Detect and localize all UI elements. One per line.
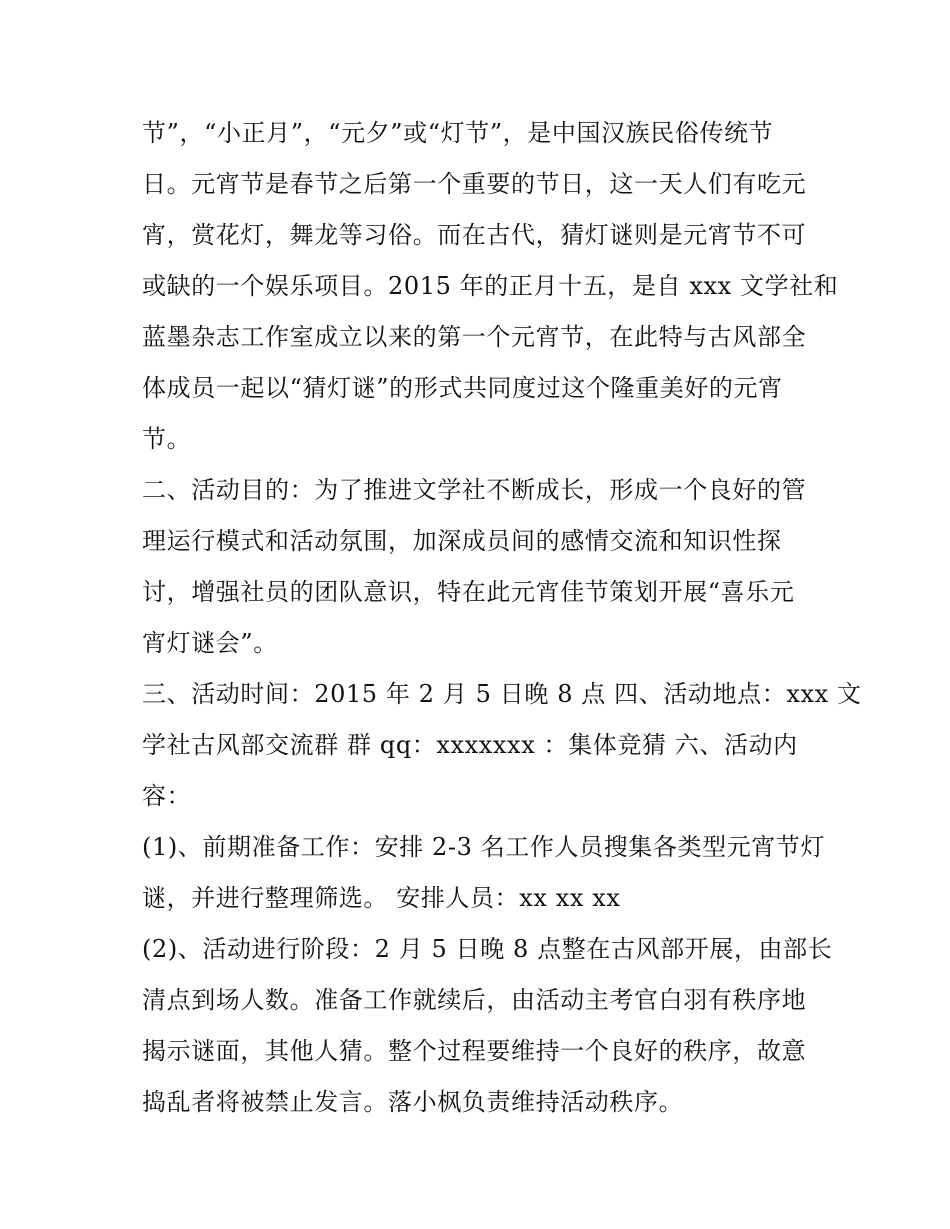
text-line: 清点到场人数。准备工作就续后，由活动主考官白羽有秩序地 bbox=[142, 986, 807, 1014]
text-line: 体成员一起以“猜灯谜”的形式共同度过这个隆重美好的元宵 bbox=[142, 374, 783, 402]
text-line: 谜，并进行整理筛选。 安排人员：xx xx xx bbox=[142, 884, 621, 912]
text-line: 容： bbox=[142, 782, 192, 810]
section-heading-line: 二、活动目的：为了推进文学社不断成长，形成一个良好的管 bbox=[142, 476, 807, 504]
text-line: 节”，“小正月”，“元夕”或“灯节”，是中国汉族民俗传统节 bbox=[142, 119, 774, 147]
list-item-line: (2)、活动进行阶段：2 月 5 日晚 8 点整在古风部开展，由部长 bbox=[142, 935, 833, 963]
text-line: 节。 bbox=[142, 425, 192, 453]
text-line: 揭示谜面，其他人猜。整个过程要维持一个良好的秩序，故意 bbox=[142, 1037, 807, 1065]
text-line: 理运行模式和活动氛围，加深成员间的感情交流和知识性探 bbox=[142, 527, 782, 555]
text-line: 或缺的一个娱乐项目。2015 年的正月十五，是自 xxx 文学社和 bbox=[142, 272, 839, 300]
document-body bbox=[142, 108, 862, 1128]
text-line: 蓝墨杂志工作室成立以来的第一个元宵节，在此特与古风部全 bbox=[142, 323, 807, 351]
text-line: 宵，赏花灯，舞龙等习俗。而在古代，猜灯谜则是元宵节不可 bbox=[142, 221, 807, 249]
list-item-line: (1)、前期准备工作：安排 2-3 名工作人员搜集各类型元宵节灯 bbox=[142, 833, 826, 861]
text-line: 讨，增强社员的团队意识，特在此元宵佳节策划开展“喜乐元 bbox=[142, 578, 795, 606]
text-line: 捣乱者将被禁止发言。落小枫负责维持活动秩序。 bbox=[142, 1088, 684, 1116]
text-line: 学社古风部交流群 群 qq：xxxxxxx ：集体竞猜 六、活动内 bbox=[142, 731, 798, 759]
text-line: 宵灯谜会”。 bbox=[142, 629, 278, 657]
section-heading-line: 三、活动时间：2015 年 2 月 5 日晚 8 点 四、活动地点：xxx 文 bbox=[142, 680, 862, 708]
text-line: 日。元宵节是春节之后第一个重要的节日，这一天人们有吃元 bbox=[142, 170, 807, 198]
